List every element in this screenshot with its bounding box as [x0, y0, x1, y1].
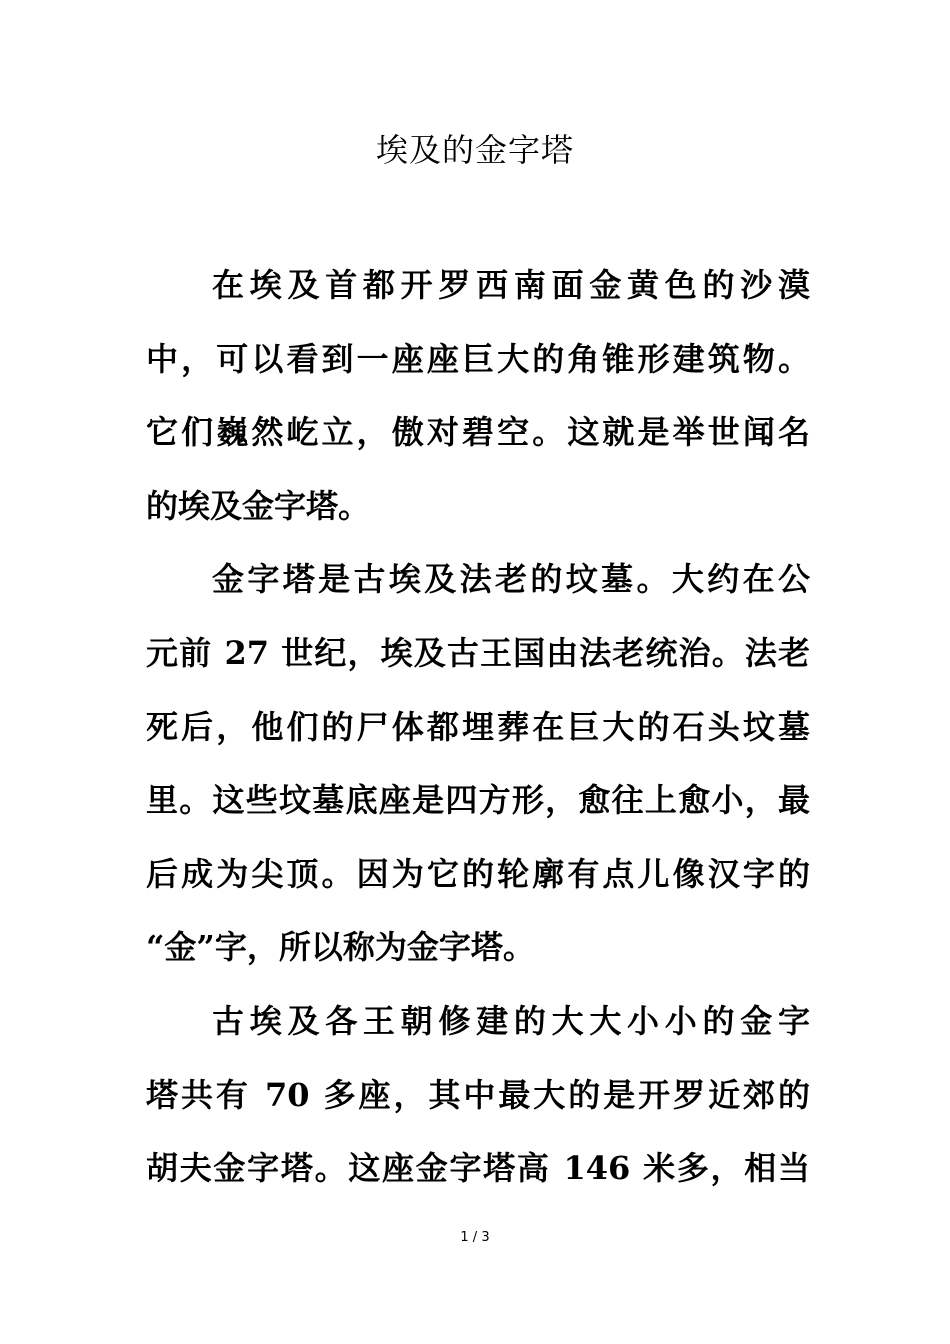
paragraph-2-line-4: 里。这些坟墓底座是四方形，愈往上愈小，最 — [146, 781, 810, 820]
paragraph-1-line-1: 在埃及首都开罗西南面金黄色的沙漠 — [212, 266, 810, 304]
body-text — [146, 260, 810, 1217]
paragraph-1-line-4: 的埃及金字塔。 — [146, 486, 371, 525]
page-number: 1 / 3 — [460, 1230, 490, 1245]
paragraph-2-line-2: 元前 27 世纪，埃及古王国由法老统治。法老 — [146, 633, 810, 672]
paragraph-1-line-3: 它们巍然屹立，傲对碧空。这就是举世闻名 — [146, 413, 810, 452]
page-title: 埃及的金字塔 — [375, 131, 574, 169]
paragraph-3-line-2: 塔共有 70 多座，其中最大的是开罗近郊的 — [146, 1075, 810, 1114]
paragraph-2-line-3: 死后，他们的尸体都埋葬在巨大的石头坟墓 — [146, 707, 810, 746]
paragraph-1-line-2: 中，可以看到一座座巨大的角锥形建筑物。 — [146, 339, 810, 378]
paragraph-3-line-3: 胡夫金字塔。这座金字塔高 146 米多，相当 — [146, 1149, 810, 1188]
paragraph-3-line-1: 古埃及各王朝修建的大大小小的金字 — [212, 1001, 810, 1040]
paragraph-2-line-5: 后成为尖顶。因为它的轮廓有点儿像汉字的 — [146, 854, 810, 893]
paragraph-2-line-6: “金”字，所以称为金字塔。 — [146, 928, 535, 967]
paragraph-2-line-1: 金字塔是古埃及法老的坟墓。大约在公 — [212, 560, 810, 599]
